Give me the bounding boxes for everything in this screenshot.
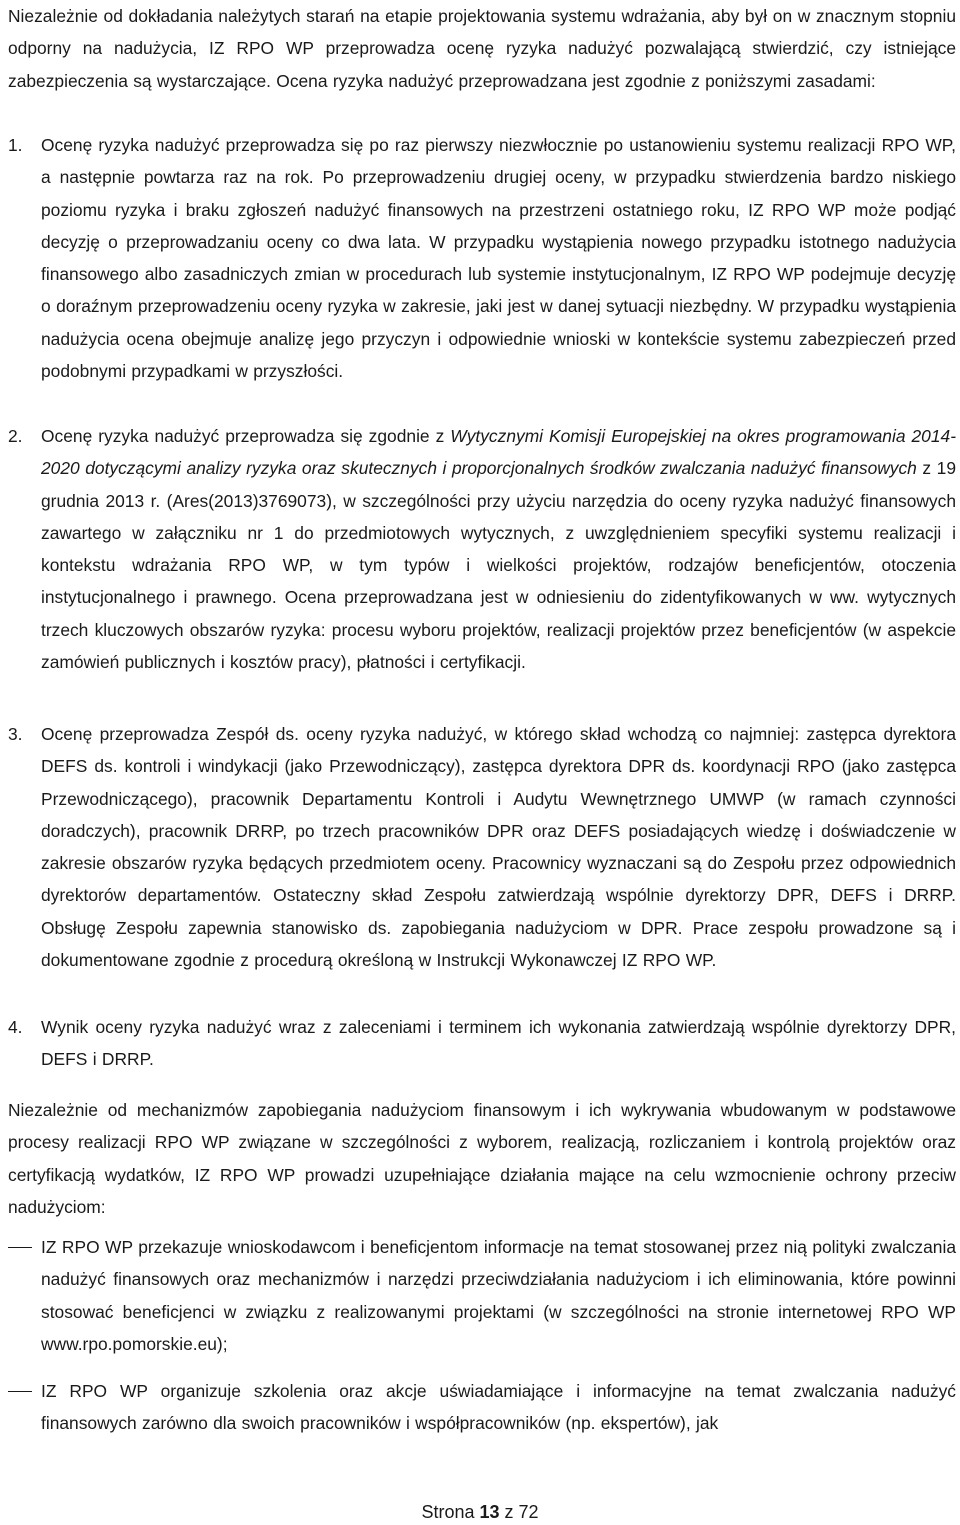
page-footer [0,1500,960,1524]
list-item-2 [8,420,956,678]
list-item-text: Ocenę ryzyka nadużyć przeprowadza się po raz pierwszy niezwłocznie po ustanowieniu systemu realizacji RPO WP, a następnie powtarza raz na rok. Po przeprowadzeniu drugiej oceny, w przypadku stwierdzenia bardzo niskiego poziomu ryzyka i braku zgłoszeń nadużyć finansowych na przestrzeni ostatniego roku, IZ RPO WP może podjąć decyzję o przeprowadzaniu oceny co dwa lata. W przypadku wystąpienia nowego przypadku istotnego nadużycia finansowego albo zasadniczych zmian w procedurach lub systemie instytucjonalnym, IZ RPO WP podejmuje decyzję o doraźnym przeprowadzeniu oceny ryzyka w zakresie, jaki jest w danej sytuacji niezbędny. W przypadku wystąpienia nadużycia ocena obejmuje analizę jego przyczyn i odpowiednie wnioski w kontekście systemu zabezpieczeń przed podobnymi przypadkami w przyszłości. [41,135,956,382]
dash-item-text: IZ RPO WP przekazuje wnioskodawcom i beneficjentom informacje na temat stosowanej przez nią polityki zwalczania nadużyć finansowych oraz mechanizmów i narzędzi przeciwdziałania nadużyciom i ich eliminowania, które powinni stosować beneficjenci w związku z realizowanymi projektami (w szczególności na stronie internetowej RPO WP www.rpo.pomorskie.eu); [41,1237,956,1354]
footer-page-number: 13 [479,1502,500,1522]
list-item-text: Ocenę przeprowadza Zespół ds. oceny ryzyka nadużyć, w którego skład wchodzą co najmniej: zastępca dyrektora DEFS ds. kontroli i windykacji (jako Przewodniczący), zastępca dyrektora DPR ds. koordynacji RPO (jako zastępca Przewodniczącego), pracownik Departamentu Kontroli i Audytu Wewnętrznego UMWP (w ramach czynności doradczych), pracownik DRRP, po trzech pracowników DPR oraz DEFS posiadających wiedzę i doświadczenie w zakresie obszarów ryzyka będących przedmiotem oceny. Pracownicy wyznaczani są do Zespołu przez odpowiednich dyrektorów departamentów. Ostateczny skład Zespołu zatwierdzają wspólnie dyrektorzy DPR, DEFS i DRRP. Obsługę Zespołu zapewnia stanowisko ds. zapobiegania nadużyciom w DPR. Prace zespołu prowadzone są i dokumentowane zgodnie z procedurą określoną w Instrukcji Wykonawczej IZ RPO WP. [41,724,956,971]
text-before: Ocenę ryzyka nadużyć przeprowadza się zgodnie z [41,426,451,446]
dash-bullet [8,1391,32,1392]
intro-paragraph: Niezależnie od dokładania należytych starań na etapie projektowania systemu wdrażania, aby był on w znacznym stopniu odporny na nadużycia, IZ RPO WP przeprowadza ocenę ryzyka nadużyć pozwalającą stwierdzić, czy istniejące zabezpieczenia są wystarczające. Ocena ryzyka nadużyć przeprowadzana jest zgodnie z poniższymi zasadami: [8,6,956,91]
footer-prefix: Strona [421,1502,480,1522]
list-item-3 [8,718,956,976]
guidelines-title: Wytycznymi Komisji Europejskiej na okres programowania 2014-2020 dotyczącymi analizy ryzyka oraz skutecznych i proporcjonalnych środków zwalczania nadużyć finansowych [41,426,956,479]
dash-item-text: IZ RPO WP organizuje szkolenia oraz akcje uświadamiające i informacyjne na temat zwalczania nadużyć finansowych zarówno dla swoich pracowników i współpracowników (np. ekspertów), jak [41,1381,956,1434]
list-item-4 [8,1011,956,1076]
footer-middle: z [499,1502,519,1522]
list-item-text: Wynik oceny ryzyka nadużyć wraz z zaleceniami i terminem ich wykonania zatwierdzają wspólnie dyrektorzy DPR, DEFS i DRRP. [41,1017,956,1070]
list-number: 3. [8,724,23,744]
dash-item-1 [8,1231,956,1360]
list-item-text [41,420,956,678]
list-item-1 [8,129,956,387]
text-after: z 19 grudnia 2013 r. (Ares(2013)3769073), w szczególności przy użyciu narzędzia do oceny ryzyka nadużyć finansowych zawartego w załączniku nr 1 do przedmiotowych wytycznych, z uwzględnieniem specyfiki systemu realizacji i kontekstu wdrażania RPO WP, w tym typów i wielkości projektów, rodzajów beneficjentów, otoczenia instytucjonalnego i prawnego. Ocena przeprowadzana jest w odniesieniu do zidentyfikowanych w ww. wytycznych trzech kluczowych obszarów ryzyka: procesu wyboru projektów, realizacji projektów przez beneficjentów (w aspekcie zamówień publicznych i kosztów pracy), płatności i certyfikacji. [41,458,956,673]
second-paragraph: Niezależnie od mechanizmów zapobiegania nadużyciom finansowym i ich wykrywania wbudowanym w podstawowe procesy realizacji RPO WP związane w szczególności z wyborem, realizacją, rozliczaniem i kontrolą projektów oraz certyfikacją wydatków, IZ RPO WP prowadzi uzupełniające działania mające na celu wzmocnienie ochrony przeciw nadużyciom: [8,1100,956,1217]
dash-bullet [8,1247,32,1248]
dash-item-2 [8,1375,956,1440]
list-number: 1. [8,135,23,155]
footer-total-pages: 72 [518,1502,539,1522]
list-number: 4. [8,1017,23,1037]
list-number: 2. [8,426,23,446]
